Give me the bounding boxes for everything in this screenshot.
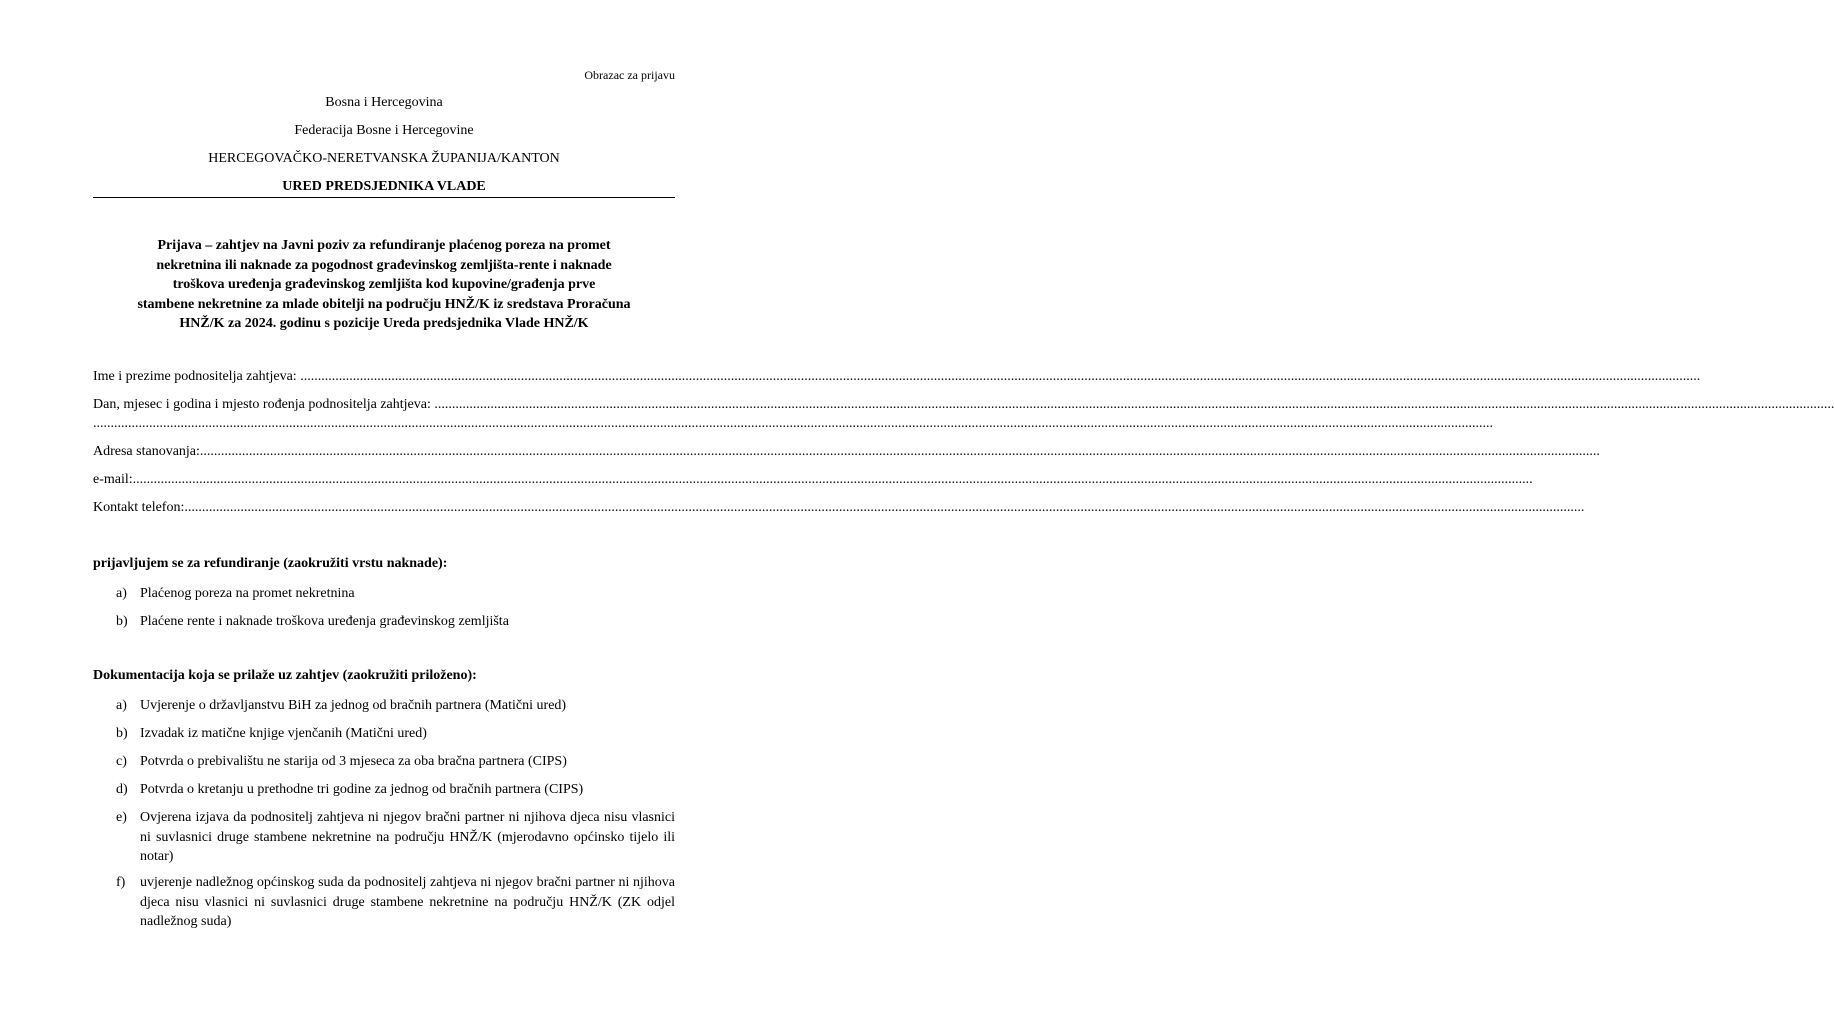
refund-option[interactable] (116, 584, 675, 604)
list-marker: e) (116, 810, 127, 825)
phone-field[interactable]: Kontakt telefon:................................................................................................................................................................................................................................................................................................................................................................................................................ (93, 500, 1585, 515)
list-item-text: Plaćene rente i naknade troškova uređenja građevinskog zemljišta (140, 614, 509, 629)
birth-field[interactable]: Dan, mjesec i godina i mjesto rođenja podnositelja zahtjeva: ................................................................................................................................................................................................................................................................................................................................................................................................................ (93, 397, 1834, 412)
list-item-text: Potvrda o prebivalištu ne starija od 3 mjeseca za oba bračna partnera (CIPS) (140, 754, 567, 769)
title-line: Prijava – zahtjev na Javni poziv za refundiranje plaćenog poreza na promet (157, 238, 611, 253)
list-marker: b) (116, 726, 128, 741)
title-line: HNŽ/K za 2024. godinu s pozicije Ureda predsjednika Vlade HNŽ/K (179, 316, 589, 331)
header-country: Bosna i Hercegovina (325, 95, 443, 110)
list-marker: a) (116, 698, 127, 713)
address-label: Adresa stanovanja: (93, 444, 200, 459)
document-title (93, 236, 675, 334)
header-federation: Federacija Bosne i Hercegovine (294, 123, 474, 138)
list-item-text: Izvadak iz matične knjige vjenčanih (Matični ured) (140, 726, 427, 741)
title-line: stambene nekretnine za mlade obitelji na području HNŽ/K iz sredstava Proračuna (137, 296, 631, 312)
form-label: Obrazac za prijavu (584, 68, 675, 82)
doc-option[interactable] (116, 752, 675, 772)
address-field[interactable]: Adresa stanovanja:................................................................................................................................................................................................................................................................................................................................................................................................................ (93, 444, 1600, 459)
doc-option[interactable] (116, 780, 675, 800)
list-item-text: Ovjerena izjava da podnositelj zahtjeva ni njegov bračni partner ni njihova djeca nisu vlasnici ni suvlasnici druge stambene nekretnine na području HNŽ/K (mjerodavno općinsko tijelo ili notar) (140, 810, 675, 864)
doc-option[interactable] (116, 724, 675, 744)
doc-option[interactable] (116, 873, 675, 932)
name-label: Ime i prezime podnositelja zahtjeva: (93, 369, 301, 384)
birth-field-continuation[interactable]: ................................................................................................................................................................................................................................................................................................................................................................................................................ (93, 416, 1493, 431)
name-field[interactable]: Ime i prezime podnositelja zahtjeva: ................................................................................................................................................................................................................................................................................................................................................................................................................ (93, 369, 1701, 384)
header-canton: HERCEGOVAČKO-NERETVANSKA ŽUPANIJA/KANTON (208, 151, 560, 166)
title-line: nekretnina ili naknade za pogodnost građevinskog zemljišta-rente i naknade (156, 257, 612, 273)
title-line: troškova uređenja građevinskog zemljišta kod kupovine/građenja prve (172, 277, 596, 292)
list-item-text: Plaćenog poreza na promet nekretnina (140, 586, 355, 601)
email-label: e-mail: (93, 472, 133, 487)
email-field[interactable]: e-mail:................................................................................................................................................................................................................................................................................................................................................................................................................ (93, 472, 1533, 487)
refund-section-title: prijavljujem se za refundiranje (zaokružiti vrstu naknade): (93, 556, 448, 571)
list-marker: f) (116, 875, 126, 890)
list-item-text: Uvjerenje o državljanstvu BiH za jednog od bračnih partnera (Matični ured) (140, 698, 567, 713)
doc-option[interactable] (116, 808, 675, 867)
refund-option[interactable] (116, 612, 675, 632)
doc-option[interactable] (116, 696, 675, 716)
header-office: URED PREDSJEDNIKA VLADE (282, 179, 486, 194)
header-divider (93, 197, 675, 198)
list-marker: c) (116, 754, 127, 769)
list-marker: d) (116, 782, 128, 797)
birth-label: Dan, mjesec i godina i mjesto rođenja podnositelja zahtjeva: (93, 397, 435, 412)
phone-label: Kontakt telefon: (93, 500, 185, 515)
docs-section-title: Dokumentacija koja se prilaže uz zahtjev (zaokružiti priloženo): (93, 668, 477, 683)
list-marker: b) (116, 614, 128, 629)
list-item-text: uvjerenje nadležnog općinskog suda da podnositelj zahtjeva ni njegov bračni partner ni njihova djeca nisu vlasnici ni suvlasnici druge stambene nekretnine na području HNŽ/K (ZK odjel nadležnog suda) (140, 875, 675, 929)
list-item-text: Potvrda o kretanju u prethodne tri godine za jednog od bračnih partnera (CIPS) (140, 782, 584, 797)
list-marker: a) (116, 586, 127, 601)
